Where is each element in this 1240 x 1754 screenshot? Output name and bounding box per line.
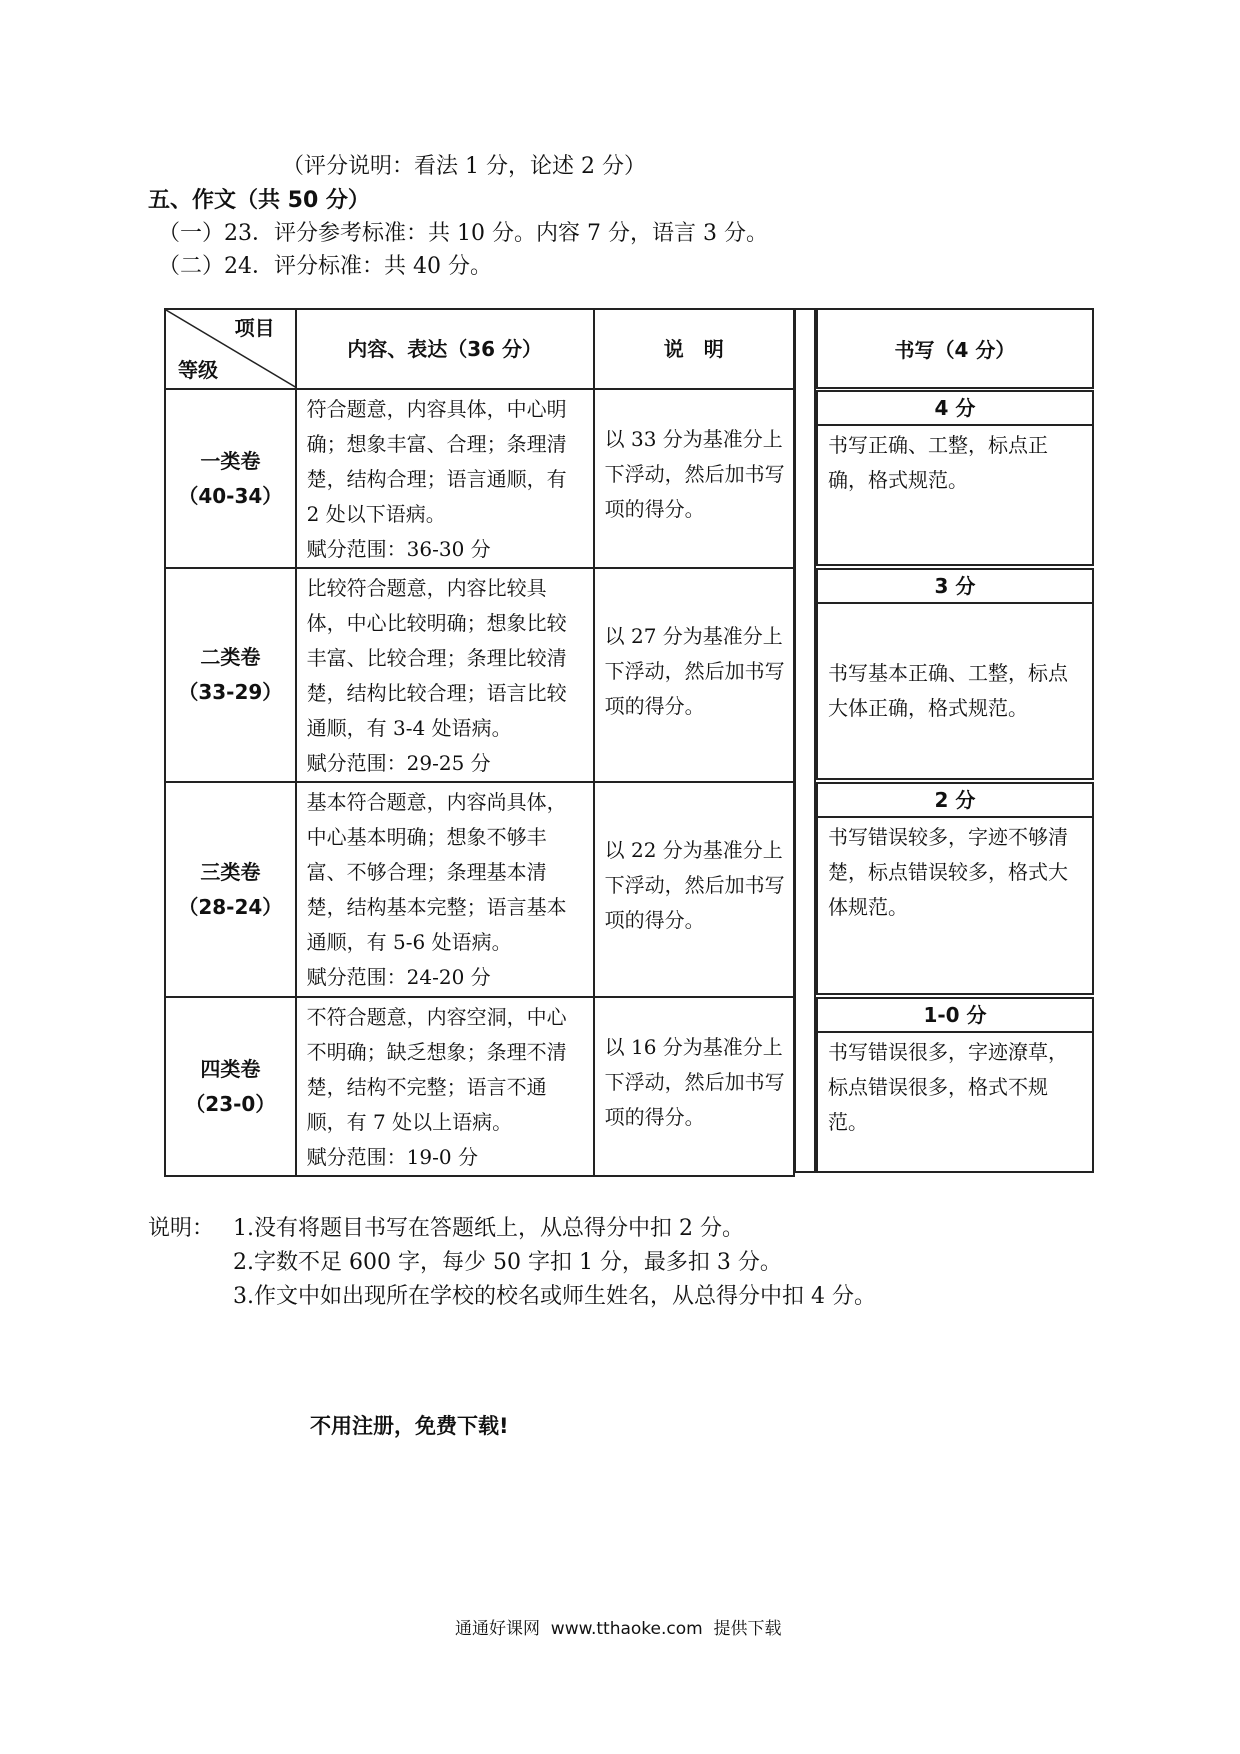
writing-score: 2 分 — [818, 784, 1092, 818]
header-item: 项目 — [234, 316, 275, 340]
grade-cell — [165, 997, 296, 1176]
notes-label: 说明： — [148, 1216, 215, 1241]
spacer-column — [794, 308, 816, 1173]
scoring-table — [164, 308, 795, 1177]
writing-desc: 书写错误较多，字迹不够清楚，标点错误较多，格式大体规范。 — [828, 825, 1068, 919]
item-24: （二）24．评分标准：共 40 分。 — [158, 254, 492, 279]
writing-score: 3 分 — [818, 570, 1092, 604]
grade-range: （23-0） — [185, 1091, 276, 1116]
content-text: 基本符合题意，内容尚具体，中心基本明确；想象不够丰富、不够合理；条理基本清楚，结构基本完整；语言基本通顺，有 5-6 处语病。 — [306, 790, 567, 954]
content-cell — [296, 389, 594, 568]
writing-block — [816, 997, 1094, 1173]
writing-desc: 书写错误很多，字迹潦草，标点错误很多，格式不规范。 — [828, 1040, 1068, 1134]
note-cell — [594, 389, 794, 568]
item-23: （一）23．评分参考标准：共 10 分。内容 7 分，语言 3 分。 — [158, 221, 768, 246]
note-cell — [594, 568, 794, 782]
grade-name: 二类卷 — [200, 645, 261, 669]
content-text: 不符合题意，内容空洞，中心不明确；缺乏想象；条理不清楚，结构不完整；语言不通顺，有 7 处以上语病。 — [306, 1005, 567, 1134]
grade-cell — [165, 568, 296, 782]
grade-range: （28-24） — [178, 894, 283, 919]
note-text: 以 16 分为基准分上下浮动，然后加书写项的得分。 — [604, 1035, 785, 1129]
grade-cell — [165, 782, 296, 997]
note-text: 以 27 分为基准分上下浮动，然后加书写项的得分。 — [604, 624, 785, 718]
content-cell — [296, 568, 594, 782]
grade-name: 一类卷 — [200, 448, 261, 473]
writing-desc: 书写基本正确、工整，标点大体正确，格式规范。 — [828, 661, 1068, 720]
header-note: 说 明 — [594, 309, 794, 389]
content-text: 比较符合题意，内容比较具体，中心比较明确；想象比较丰富、比较合理；条理比较清楚，结构比较合理；语言比较通顺，有 3-4 处语病。 — [306, 576, 567, 740]
scoring-note: （评分说明：看法 1 分，论述 2 分） — [282, 154, 646, 179]
writing-header — [816, 308, 1094, 389]
grade-name: 三类卷 — [200, 859, 261, 884]
note-item: 3.作文中如出现所在学校的校名或师生姓名，从总得分中扣 4 分。 — [233, 1284, 876, 1309]
content-cell — [296, 782, 594, 997]
section-title: 五、作文（共 50 分） — [148, 188, 370, 213]
note-cell — [594, 782, 794, 997]
table-row — [165, 389, 794, 568]
note-text: 以 22 分为基准分上下浮动，然后加书写项的得分。 — [604, 838, 785, 932]
score-range: 赋分范围：29-25 分 — [306, 751, 491, 775]
note-text: 以 33 分为基准分上下浮动，然后加书写项的得分。 — [604, 427, 785, 521]
grade-range: （33-29） — [178, 680, 283, 704]
header-corner — [165, 309, 296, 389]
score-range: 赋分范围：24-20 分 — [306, 965, 491, 989]
content-cell — [296, 997, 594, 1176]
score-range: 赋分范围：36-30 分 — [306, 537, 491, 561]
writing-block — [816, 568, 1094, 780]
grade-cell — [165, 389, 296, 568]
score-range: 赋分范围：19-0 分 — [306, 1145, 478, 1169]
table-row — [165, 782, 794, 997]
writing-desc: 书写正确、工整，标点正确，格式规范。 — [828, 433, 1048, 492]
header-grade: 等级 — [178, 358, 218, 382]
content-text: 符合题意，内容具体，中心明确；想象丰富、合理；条理清楚，结构合理；语言通顺，有 2 处以下语病。 — [306, 397, 567, 526]
writing-score: 4 分 — [818, 392, 1092, 426]
writing-block — [816, 782, 1094, 995]
writing-header-label: 书写（4 分） — [894, 338, 1016, 362]
grade-range: （40-34） — [178, 483, 283, 508]
table-row — [165, 997, 794, 1176]
grade-name: 四类卷 — [200, 1056, 261, 1081]
header-content: 内容、表达（36 分） — [296, 309, 594, 389]
writing-score: 1-0 分 — [818, 999, 1092, 1033]
note-item: 1.没有将题目书写在答题纸上，从总得分中扣 2 分。 — [233, 1216, 744, 1241]
table-row — [165, 568, 794, 782]
promo-text: 不用注册，免费下载! — [310, 1414, 509, 1438]
note-item: 2.字数不足 600 字，每少 50 字扣 1 分，最多扣 3 分。 — [233, 1250, 782, 1275]
writing-block — [816, 390, 1094, 566]
footer-text: 通通好课网 www.tthaoke.com 提供下载 — [455, 1619, 782, 1639]
note-cell — [594, 997, 794, 1176]
